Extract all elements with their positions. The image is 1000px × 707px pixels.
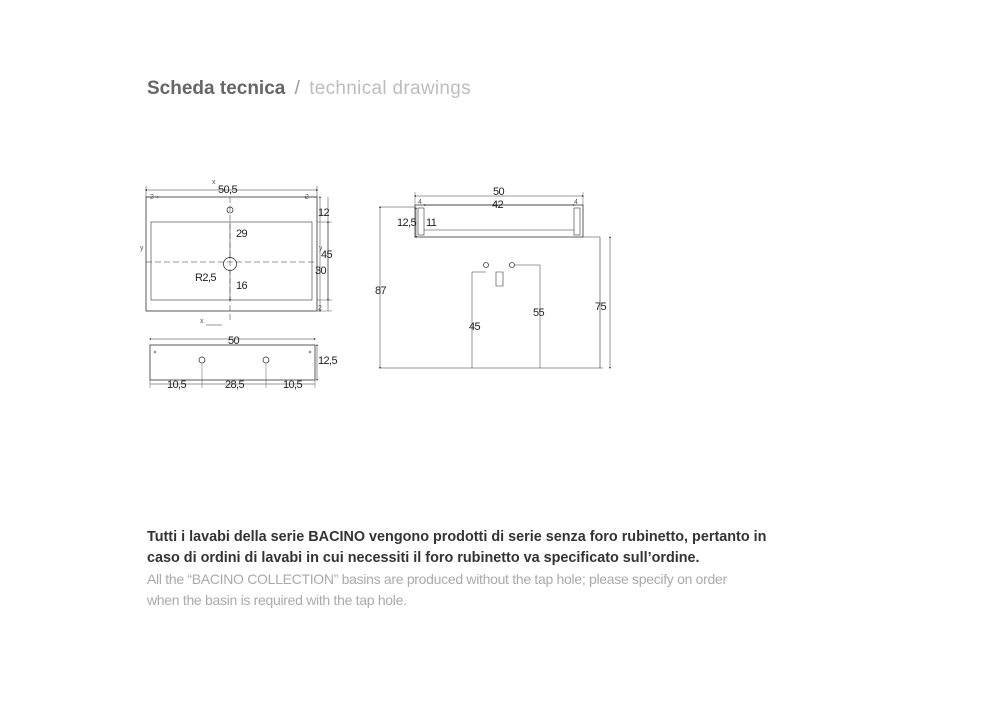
front-view-hole-spacing-label: 28,5 [225,379,245,391]
front-view-outline [150,345,315,380]
drain-pipe [496,272,503,286]
top-view-width-label: 50,5 [218,184,238,196]
note-italian-line-2: caso di ordini di lavabi in cui necessiti il foro rubinetto va specificato sull’ordine. [147,550,700,566]
top-view-offset-left-label: 2 [150,194,154,201]
front-view-hole-right-label: 10,5 [283,379,303,391]
side-view-basin-height-label: 12,5 [397,217,417,229]
drain-to-bottom-label: 16 [236,280,248,292]
drain-radius-label: R2,5 [195,272,216,284]
note-english-line-1: All the “BACINO COLLECTION” basins are produced without the tap hole; please specify on order [147,571,727,587]
side-tap-hole [484,263,489,268]
note-english-line-2: when the basin is required with the tap hole. [147,592,407,608]
side-view-wall-right-label: 4 [574,199,578,206]
side-view-counter-height-label: 75 [595,301,607,313]
side-view-tap-height-label: 55 [533,307,545,319]
side-view-total-height-label: 87 [375,285,387,297]
side-view-inner-depth-label: 11 [426,217,437,229]
side-view-inner-width-label: 42 [492,199,504,211]
title-english: technical drawings [309,78,471,99]
side-view-wall-left-label: 4 [418,199,422,206]
tap-hole-right [263,357,269,363]
order-notes [147,527,847,611]
note-italian-line-1: Tutti i lavabi della serie BACINO vengono prodotti di serie senza foro rubinetto, pertanto in [147,529,767,545]
front-view-height-label: 12,5 [318,355,338,367]
tap-hole-left [199,357,205,363]
side-view-drain-height-label: 45 [469,321,481,333]
title-separator: / [294,78,300,99]
top-view-inner-height-label: 30 [315,265,327,277]
top-view-rim-top-label: 12 [318,207,330,219]
drain-to-top-label: 29 [236,228,248,240]
top-view-outline [146,197,317,311]
axis-label-y-right: y [319,245,323,252]
side-overflow [510,263,515,268]
top-view-basin [151,222,312,300]
axis-label-y-left: y [140,245,144,252]
top-view-height-label: 45 [321,249,333,261]
front-view-width-label: 50 [228,335,240,347]
top-view-offset-right-label: 2 [305,194,309,201]
top-view-drawing [146,186,332,325]
side-view-outer-width-label: 50 [493,186,505,198]
top-view-rim-bottom-label: 2 [318,305,322,312]
front-view-hole-left-label: 10,5 [167,379,187,391]
axis-label-x-top: x [212,179,216,186]
axis-label-x-bottom: x [200,318,204,325]
title-italian: Scheda tecnica [147,78,286,99]
